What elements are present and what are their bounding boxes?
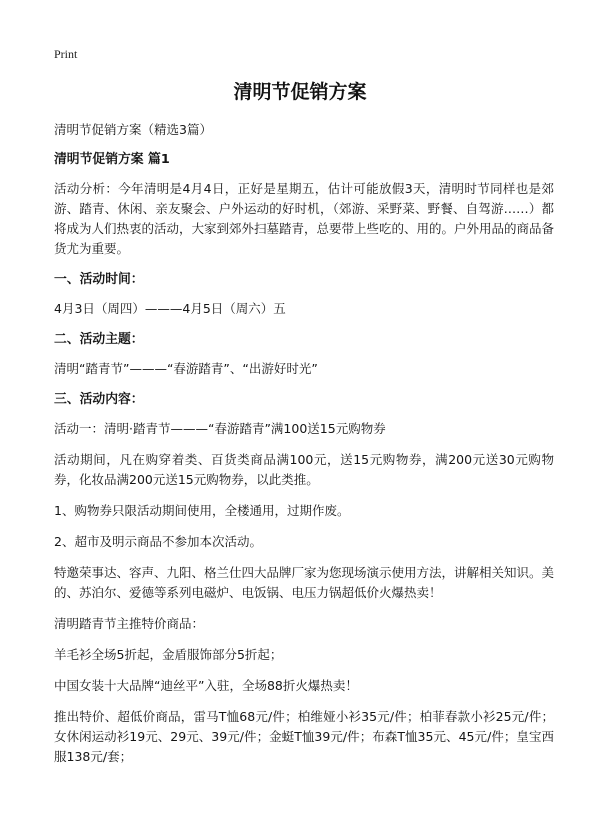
activity-theme-text: 清明“踏青节”———“春游踏青”、“出游好时光”: [54, 361, 318, 376]
special-prices-paragraph: 推出特价、超低价商品，雷马T恤68元/件；柏维娅小衫35元/件；柏菲春款小衫25元/件；女休闲运动衫19元、29元、39元/件；金蜓T恤39元/件；布森T恤35元、45元/件；皇宝西服138元/套；: [54, 709, 554, 764]
document-subtitle: 清明节促销方案（精选3篇）: [54, 122, 212, 137]
activity-analysis-paragraph: 活动分析：今年清明是4月4日，正好是星期五，估计可能放假3天，清明时节同样也是郊游、踏青、休闲、亲友聚会、户外运动的好时机，（郊游、采野菜、野餐、自驾游……）都将成为人们热衷的活动，大家到郊外扫墓踏青，总要带上些吃的、用的。户外用品的商品备货尤为重要。: [54, 181, 555, 256]
activity-period-paragraph: 活动期间，凡在购穿着类、百货类商品满100元，送15元购物券，满200元送30元购物券，化妆品满200元送15元购物券，以此类推。: [54, 452, 554, 487]
featured-products-heading: 清明踏青节主推特价商品：: [54, 616, 205, 631]
coupon-rule-paragraph: 1、购物券只限活动期间使用，全楼通用，过期作废。: [54, 503, 350, 518]
discount-paragraph: 羊毛衫全场5折起，金盾服饰部分5折起；: [54, 647, 283, 662]
document-body: [54, 120, 554, 778]
brand-demo-paragraph: 特邀荣事达、容声、九阳、格兰仕四大品牌厂家为您现场演示使用方法，讲解相关知识。美的、苏泊尔、爱德等系列电磁炉、电饭锅、电压力锅超低价火爆热卖！: [54, 565, 555, 600]
brand-entry-paragraph: 中国女装十大品牌“迪丝平”入驻，全场88折火爆热卖！: [54, 678, 358, 693]
activity-content-heading: 三、活动内容：: [54, 392, 144, 407]
page-title: 清明节促销方案: [233, 81, 367, 103]
section-title: 清明节促销方案 篇1: [54, 152, 170, 167]
activity-time-heading: 一、活动时间：: [54, 272, 144, 287]
exclusion-rule-paragraph: 2、超市及明示商品不参加本次活动。: [54, 534, 262, 549]
activity-theme-heading: 二、活动主题：: [54, 332, 144, 347]
activity-one-text: 活动一：清明·踏青节———“春游踏青”满100送15元购物券: [54, 421, 386, 436]
activity-time-text: 4月3日（周四）———4月5日（周六）五: [54, 301, 286, 316]
print-link[interactable]: Print: [54, 47, 78, 61]
